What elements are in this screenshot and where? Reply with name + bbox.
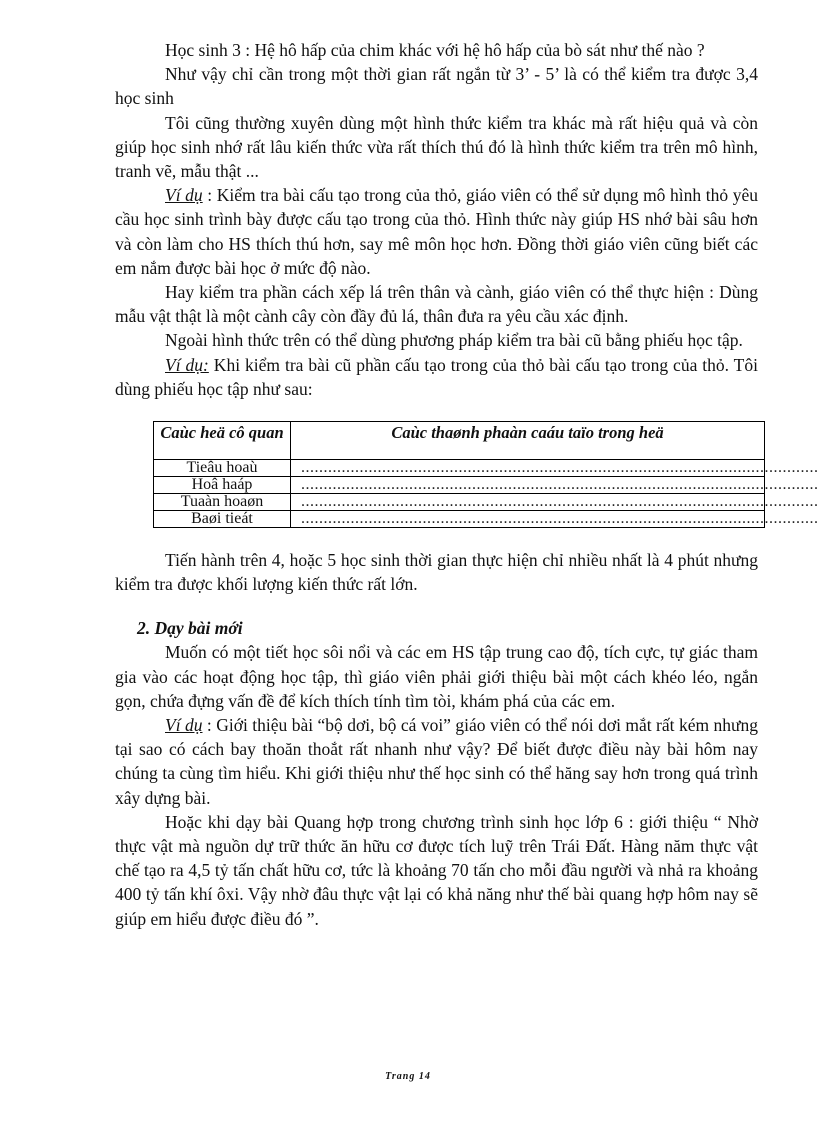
table-header-components: Caùc thaønh phaàn caáu taïo trong heä <box>291 422 765 460</box>
paragraph-example: Ví dụ : Giới thiệu bài “bộ dơi, bộ cá voi” giáo viên có thể nói dơi mắt rất kém nhưng tại sao có cách bay thoăn thoắt rất nhanh như vậy? Để biết được điều này bài hôm nay chúng ta cùng tìm hiểu. Khi giới thiệu như thế học sinh có thể hăng say hơn trong quá trình xây dựng bài. <box>115 715 759 808</box>
example-label: Ví dụ: <box>165 354 209 375</box>
table-row <box>154 494 765 511</box>
paragraph-example: Ví dụ: Khi kiểm tra bài cũ phần cấu tạo trong của thỏ bài cấu tạo trong của thỏ. Tôi dùng phiếu học tập như sau: <box>115 354 758 399</box>
table-cell-blank: ................................................................................................................... <box>291 494 765 511</box>
section-heading: 2. Dạy bài mới <box>137 618 243 639</box>
paragraph: Học sinh 3 : Hệ hô hấp của chim khác với hệ hô hấp của bò sát như thế nào ? <box>165 40 705 60</box>
table-row <box>154 477 765 494</box>
table-cell-blank: ................................................................................................................... <box>291 460 765 477</box>
table-header-organ-systems: Caùc heä cô quan <box>154 422 291 460</box>
paragraph-example: Ví dụ : Kiểm tra bài cấu tạo trong của thỏ, giáo viên có thể sử dụng mô hình thỏ yêu cầu học sinh trình bày được cấu tạo trong của thỏ. Hình thức này giúp HS nhớ bài sâu hơn và còn làm cho HS thích thú hơn, say mê môn học hơn. Đồng thời giáo viên cũng biết các em nắm được bài học ở mức độ nào. <box>115 185 758 278</box>
paragraph: Hay kiểm tra phần cách xếp lá trên thân và cành, giáo viên có thể thực hiện : Dùng mẫu vật thật là một cành cây còn đầy đủ lá, thân đưa ra yêu cầu xác định. <box>115 282 758 327</box>
document-page <box>115 38 819 931</box>
worksheet-table <box>153 421 819 528</box>
table-cell-label: Tieâu hoaù <box>154 460 291 477</box>
paragraph: Ngoài hình thức trên có thể dùng phương pháp kiểm tra bài cũ bằng phiếu học tập. <box>165 330 743 351</box>
example-label: Ví dụ <box>165 715 203 736</box>
table-cell-label: Baøi tieát <box>154 511 291 528</box>
paragraph: Muốn có một tiết học sôi nổi và các em HS tập trung cao độ, tích cực, tự giác tham gia vào các hoạt động học tập, thì giáo viên phải giới thiệu bài một cách khéo léo, ngắn gọn, chứa đựng vấn đề để kích thích tính tìm tòi, khám phá của các em. <box>115 642 758 711</box>
table-row <box>154 460 765 477</box>
table-row <box>154 511 765 528</box>
table-cell-blank: ................................................................................................................... <box>291 477 765 494</box>
table-header-row <box>154 422 765 460</box>
paragraph: Tôi cũng thường xuyên dùng một hình thức kiểm tra khác mà rất hiệu quả và còn giúp học sinh nhớ rất lâu kiến thức vừa rất thích thú đó là hình thức kiểm tra trên mô hình, tranh vẽ, mẫu thật ... <box>115 112 758 182</box>
example-label: Ví dụ <box>165 185 203 206</box>
table-cell-label: Tuaàn hoaøn <box>154 494 291 511</box>
paragraph: Như vậy chỉ cần trong một thời gian rất ngắn từ 3’ - 5’ là có thể kiểm tra được 3,4 học sinh <box>115 64 758 109</box>
paragraph: Hoặc khi dạy bài Quang hợp trong chương trình sinh học lớp 6 : giới thiệu “ Nhờ thực vật mà nguồn dự trữ thức ăn hữu cơ được tích luỹ trên Trái Đất. Hàng năm thực vật chế tạo ra 4,5 tỷ tấn chất hữu cơ, tức là khoảng 70 tấn cho mỗi đầu người và nhả ra khoảng 400 tỷ tấn khí ôxi. Vậy nhờ đâu thực vật lại có khả năng như thế bài quang hợp hôm nay sẽ giúp em hiểu được điều đó ”. <box>115 811 758 929</box>
table-cell-blank: ................................................................................................................... <box>291 511 765 528</box>
paragraph: Tiến hành trên 4, hoặc 5 học sinh thời gian thực hiện chỉ nhiều nhất là 4 phút nhưng kiểm tra được khối lượng kiến thức rất lớn. <box>115 550 758 595</box>
table-cell-label: Hoâ haáp <box>154 477 291 494</box>
page-number: Trang 14 <box>385 1071 431 1082</box>
